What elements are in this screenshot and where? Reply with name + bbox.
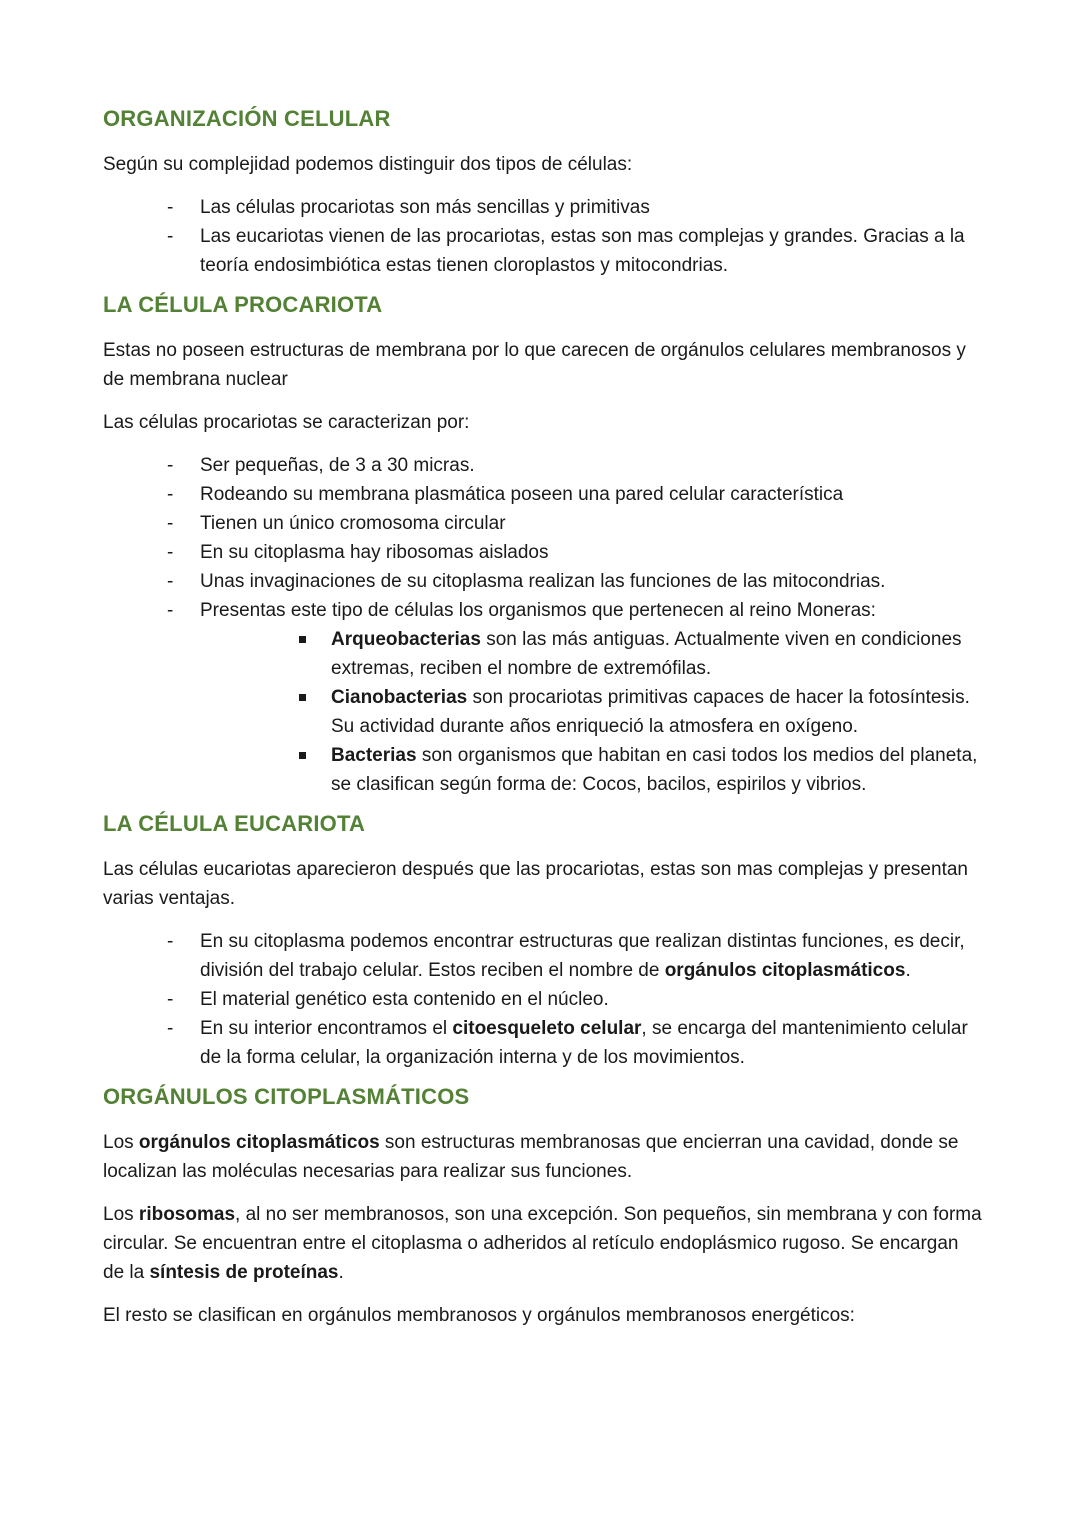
dash-marker: - (167, 513, 174, 534)
dash-marker: - (167, 542, 174, 563)
paragraph-intro: Según su complejidad podemos distinguir dos tipos de células: (103, 154, 633, 175)
document-page (103, 104, 983, 1330)
list-item: - En su citoplasma podemos encontrar estructuras que realizan distintas funciones, es decir, división del trabajo celular. Estos reciben el nombre de orgánulos citoplasmáticos. (103, 927, 983, 985)
dash-marker: - (167, 931, 174, 952)
list-cell-types (103, 193, 983, 280)
list-item: - Ser pequeñas, de 3 a 30 micras. (103, 451, 983, 480)
list-item-arqueobacterias: Arqueobacterias son las más antiguas. Actualmente viven en condiciones extremas, reciben el nombre de extremófilas. (103, 625, 983, 683)
list-item: - Las células procariotas son más sencillas y primitivas (103, 193, 983, 222)
heading-organulos-citoplasmaticos: ORGÁNULOS CITOPLASMÁTICOS (103, 1084, 470, 1109)
list-item: - El material genético esta contenido en el núcleo. (103, 985, 983, 1014)
paragraph-resto: El resto se clasifican en orgánulos membranosos y orgánulos membranosos energéticos: (103, 1305, 855, 1326)
paragraph-organulos: Los orgánulos citoplasmáticos son estructuras membranosas que encierran una cavidad, donde se localizan las moléculas necesarias para realizar sus funciones. (103, 1132, 959, 1182)
dash-marker: - (167, 989, 174, 1010)
list-item: - Rodeando su membrana plasmática poseen una pared celular característica (103, 480, 983, 509)
square-bullet-icon (299, 752, 306, 759)
list-item: - En su citoplasma hay ribosomas aislados (103, 538, 983, 567)
dash-marker: - (167, 484, 174, 505)
heading-celula-eucariota: LA CÉLULA EUCARIOTA (103, 811, 366, 836)
heading-celula-procariota: LA CÉLULA PROCARIOTA (103, 292, 383, 317)
list-item: - Tienen un único cromosoma circular (103, 509, 983, 538)
list-item: - Unas invaginaciones de su citoplasma realizan las funciones de las mitocondrias. (103, 567, 983, 596)
heading-organizacion-celular: ORGANIZACIÓN CELULAR (103, 106, 391, 131)
paragraph-procariota-1: Estas no poseen estructuras de membrana por lo que carecen de orgánulos celulares membranosos y de membrana nuclear (103, 340, 966, 390)
paragraph-ribosomas: Los ribosomas, al no ser membranosos, son una excepción. Son pequeños, sin membrana y con forma circular. Se encuentran entre el citoplasma o adheridos al retículo endoplásmico rugoso. Se encargan de la síntesis de proteínas. (103, 1204, 982, 1283)
list-item-bacterias: Bacterias son organismos que habitan en casi todos los medios del planeta, se clasifican según forma de: Cocos, bacilos, espirilos y vibrios. (103, 741, 983, 799)
dash-marker: - (167, 600, 174, 621)
dash-marker: - (167, 226, 174, 247)
list-moneras (103, 625, 983, 799)
list-eucariota-traits (103, 927, 983, 1072)
dash-marker: - (167, 1018, 174, 1039)
paragraph-eucariota: Las células eucariotas aparecieron después que las procariotas, estas son mas complejas y presentan varias ventajas. (103, 859, 968, 909)
paragraph-procariota-2: Las células procariotas se caracterizan por: (103, 412, 470, 433)
square-bullet-icon (299, 694, 306, 701)
list-procariota-traits (103, 451, 983, 625)
list-item: - Presentas este tipo de células los organismos que pertenecen al reino Moneras: (103, 596, 983, 625)
list-item: - En su interior encontramos el citoesqueleto celular, se encarga del mantenimiento celular de la forma celular, la organización interna y de los movimientos. (103, 1014, 983, 1072)
list-item-cianobacterias: Cianobacterias son procariotas primitivas capaces de hacer la fotosíntesis. Su actividad durante años enriqueció la atmosfera en oxígeno. (103, 683, 983, 741)
dash-marker: - (167, 571, 174, 592)
dash-marker: - (167, 197, 174, 218)
square-bullet-icon (299, 636, 306, 643)
list-item: - Las eucariotas vienen de las procariotas, estas son mas complejas y grandes. Gracias a la teoría endosimbiótica estas tienen cloroplastos y mitocondrias. (103, 222, 983, 280)
dash-marker: - (167, 455, 174, 476)
